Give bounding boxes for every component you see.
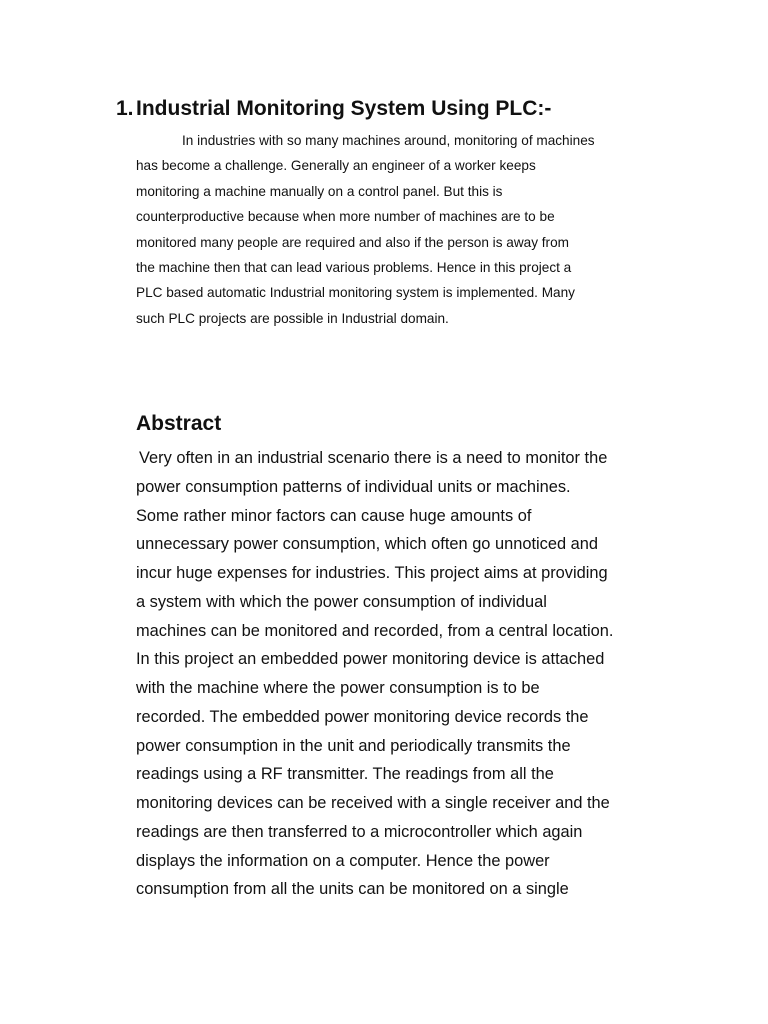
abstract-line: incur huge expenses for industries. This project aims at providing [136,564,608,582]
abstract-line: readings using a RF transmitter. The readings from all the [136,765,554,784]
abstract-line: a system with which the power consumption of individual [136,592,547,611]
intro-line: such PLC projects are possible in Industrial domain. [136,310,449,326]
abstract-paragraph [136,444,696,904]
abstract-line: Some rather minor factors can cause huge amounts of [136,506,532,525]
intro-line: monitored many people are required and also if the person is away from [136,234,569,250]
section-title: Industrial Monitoring System Using PLC:- [136,97,552,120]
abstract-line: readings are then transferred to a microcontroller which again [136,822,583,841]
section-number: 1. [116,97,134,120]
intro-line: counterproductive because when more number of machines are to be [136,209,555,225]
abstract-line: with the machine where the power consumption is to be [136,679,540,697]
abstract-line: monitoring devices can be received with a single receiver and the [136,794,610,812]
abstract-line: recorded. The embedded power monitoring device records the [136,707,589,726]
abstract-line: machines can be monitored and recorded, from a central location. [136,621,614,640]
abstract-line: Very often in an industrial scenario there is a need to monitor the [139,449,608,467]
intro-line: In industries with so many machines around, monitoring of machines [182,133,595,148]
intro-line: PLC based automatic Industrial monitoring system is implemented. Many [136,285,575,301]
abstract-line: power consumption in the unit and periodically transmits the [136,736,571,755]
abstract-heading: Abstract [136,412,222,435]
intro-line: monitoring a machine manually on a control panel. But this is [136,183,503,199]
abstract-line: unnecessary power consumption, which often go unnoticed and [136,535,598,554]
intro-paragraph [136,128,676,331]
abstract-line: displays the information on a computer. Hence the power [136,851,550,870]
abstract-line: In this project an embedded power monitoring device is attached [136,650,605,669]
abstract-line: consumption from all the units can be monitored on a single [136,880,569,899]
intro-line: has become a challenge. Generally an engineer of a worker keeps [136,158,536,174]
abstract-line: power consumption patterns of individual units or machines. [136,477,571,496]
intro-line: the machine then that can lead various problems. Hence in this project a [136,260,572,276]
section-heading [116,94,551,124]
